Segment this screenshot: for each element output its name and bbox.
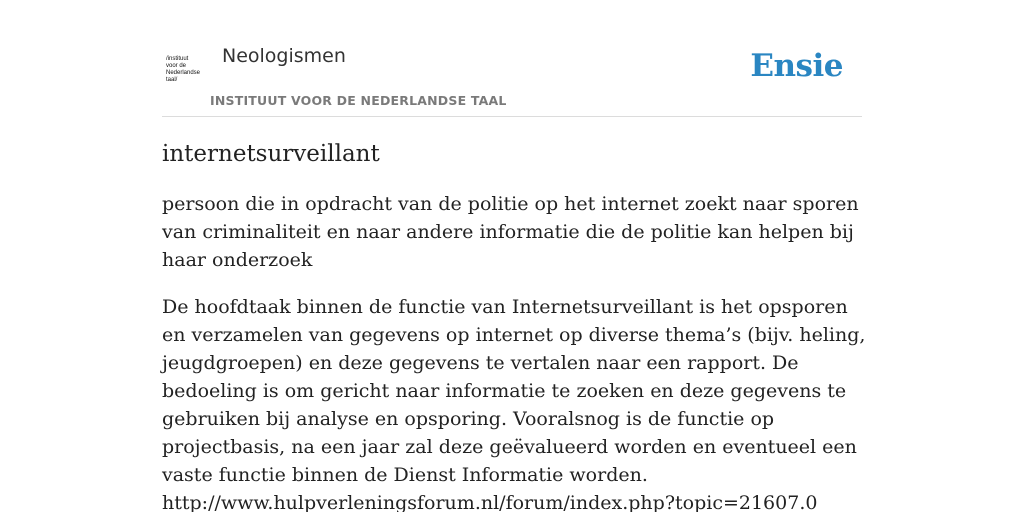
entry-term: internetsurveillant [162,141,380,167]
entry-quote [162,293,867,512]
logo-line: Nederlandse [166,70,201,76]
institute-logo[interactable] [166,56,208,90]
site-title[interactable]: Neologismen [222,45,346,67]
logo-line: /instituut [166,56,189,62]
logo-line: voor de [166,63,187,69]
header [162,40,862,117]
entry-definition: persoon die in opdracht van de politie op het internet zoekt naar sporen van criminaliteit en naar andere informatie die de politie kan helpen bij haar onderzoek [162,193,859,271]
quote-text: De hoofdtaak binnen de functie van Internetsurveillant is het opsporen en verzamelen van gegevens op internet op diverse thema’s (bijv. heling, jeugdgroepen) en deze gegevens te vertalen naar een rapport. De bedoeling is om gericht naar informatie te zoeken en deze gegevens te gebruiken bij analyse en opsporing. Vooralsnog is de functie op projectbasis, na een jaar zal deze geëvalueerd worden en eventueel een vaste functie binnen de Dienst Informatie worden. [162,296,866,486]
institute-name: INSTITUUT VOOR DE NEDERLANDSE TAAL [210,93,507,108]
logo-line: taal/ [166,77,178,83]
brand-logo[interactable]: Ensie [750,48,843,84]
source-link[interactable]: http://www.hulpverleningsforum.nl/forum/index.php?topic=21607.0 [162,492,818,512]
entry-content [162,138,867,512]
